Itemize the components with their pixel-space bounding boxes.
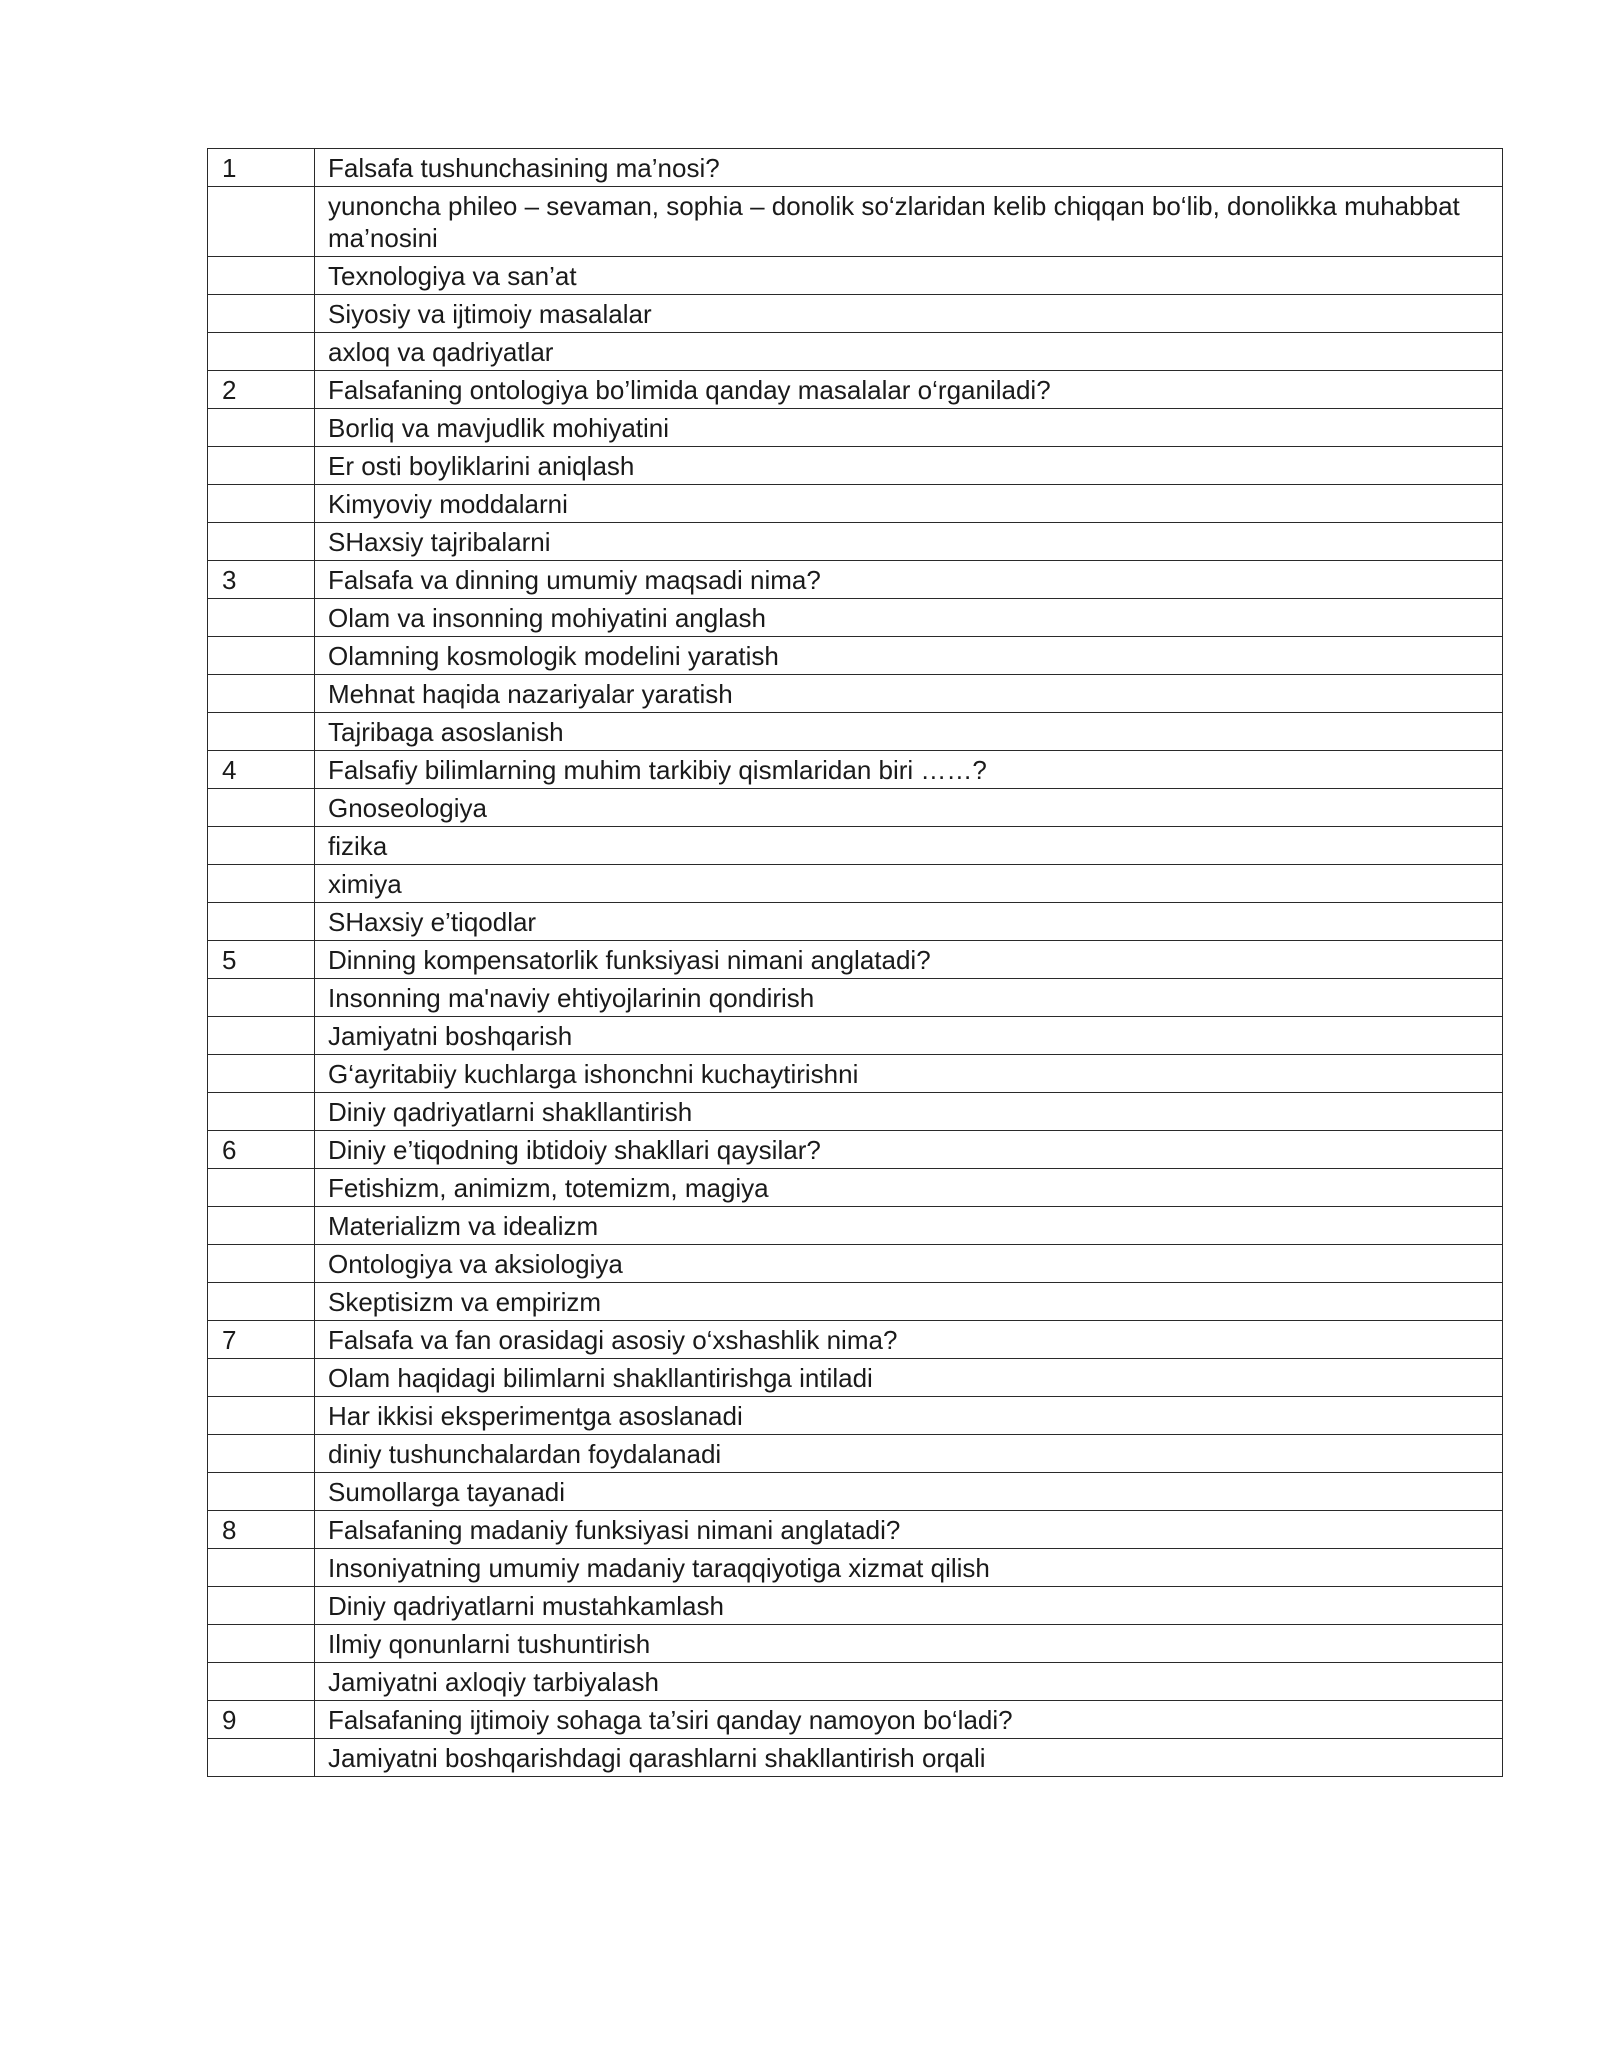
answer-option-text: Fetishizm, animizm, totemizm, magiya bbox=[315, 1169, 1503, 1207]
answer-option-row bbox=[208, 1397, 1503, 1435]
answer-option-row bbox=[208, 1245, 1503, 1283]
question-row bbox=[208, 561, 1503, 599]
answer-option-text: yunoncha phileo – sevaman, sophia – donolik so‘zlaridan kelib chiqqan bo‘lib, donolikka muhabbat ma’nosini bbox=[315, 187, 1503, 257]
empty-number-cell bbox=[208, 1283, 315, 1321]
empty-number-cell bbox=[208, 1739, 315, 1777]
answer-option-text: Borliq va mavjudlik mohiyatini bbox=[315, 409, 1503, 447]
empty-number-cell bbox=[208, 1587, 315, 1625]
answer-option-text: G‘ayritabiiy kuchlarga ishonchni kuchaytirishni bbox=[315, 1055, 1503, 1093]
question-text: Falsafiy bilimlarning muhim tarkibiy qismlaridan biri ……? bbox=[315, 751, 1503, 789]
question-text: Dinning kompensatorlik funksiyasi nimani anglatadi? bbox=[315, 941, 1503, 979]
empty-number-cell bbox=[208, 485, 315, 523]
answer-option-text: fizika bbox=[315, 827, 1503, 865]
empty-number-cell bbox=[208, 1093, 315, 1131]
answer-option-text: ximiya bbox=[315, 865, 1503, 903]
answer-option-row bbox=[208, 333, 1503, 371]
answer-option-row bbox=[208, 1055, 1503, 1093]
answer-option-text: Texnologiya va san’at bbox=[315, 257, 1503, 295]
answer-option-text: Tajribaga asoslanish bbox=[315, 713, 1503, 751]
empty-number-cell bbox=[208, 1169, 315, 1207]
answer-option-text: axloq va qadriyatlar bbox=[315, 333, 1503, 371]
empty-number-cell bbox=[208, 1663, 315, 1701]
answer-option-row bbox=[208, 599, 1503, 637]
question-text: Diniy e’tiqodning ibtidoiy shakllari qaysilar? bbox=[315, 1131, 1503, 1169]
empty-number-cell bbox=[208, 827, 315, 865]
question-text: Falsafa va dinning umumiy maqsadi nima? bbox=[315, 561, 1503, 599]
answer-option-row bbox=[208, 1663, 1503, 1701]
question-number: 3 bbox=[208, 561, 315, 599]
question-text: Falsafaning ijtimoiy sohaga ta’siri qanday namoyon bo‘ladi? bbox=[315, 1701, 1503, 1739]
question-number: 5 bbox=[208, 941, 315, 979]
answer-option-text: Ilmiy qonunlarni tushuntirish bbox=[315, 1625, 1503, 1663]
question-number: 9 bbox=[208, 1701, 315, 1739]
question-number: 6 bbox=[208, 1131, 315, 1169]
question-row bbox=[208, 1131, 1503, 1169]
answer-option-text: Har ikkisi eksperimentga asoslanadi bbox=[315, 1397, 1503, 1435]
answer-option-text: Er osti boyliklarini aniqlash bbox=[315, 447, 1503, 485]
question-number: 7 bbox=[208, 1321, 315, 1359]
question-row bbox=[208, 1321, 1503, 1359]
empty-number-cell bbox=[208, 257, 315, 295]
answer-option-text: Diniy qadriyatlarni shakllantirish bbox=[315, 1093, 1503, 1131]
empty-number-cell bbox=[208, 637, 315, 675]
question-text: Falsafaning madaniy funksiyasi nimani anglatadi? bbox=[315, 1511, 1503, 1549]
answer-option-row bbox=[208, 713, 1503, 751]
empty-number-cell bbox=[208, 1207, 315, 1245]
question-table-body bbox=[208, 149, 1503, 1777]
question-text: Falsafaning ontologiya bo’limida qanday masalalar o‘rganiladi? bbox=[315, 371, 1503, 409]
answer-option-row bbox=[208, 1093, 1503, 1131]
answer-option-text: Sumollarga tayanadi bbox=[315, 1473, 1503, 1511]
question-text: Falsafa tushunchasining ma’nosi? bbox=[315, 149, 1503, 187]
answer-option-row bbox=[208, 979, 1503, 1017]
empty-number-cell bbox=[208, 599, 315, 637]
answer-option-row bbox=[208, 295, 1503, 333]
answer-option-text: Jamiyatni axloqiy tarbiyalash bbox=[315, 1663, 1503, 1701]
answer-option-row bbox=[208, 1587, 1503, 1625]
answer-option-text: Kimyoviy moddalarni bbox=[315, 485, 1503, 523]
answer-option-row bbox=[208, 1359, 1503, 1397]
question-row bbox=[208, 371, 1503, 409]
answer-option-row bbox=[208, 447, 1503, 485]
empty-number-cell bbox=[208, 333, 315, 371]
empty-number-cell bbox=[208, 1017, 315, 1055]
answer-option-row bbox=[208, 789, 1503, 827]
answer-option-text: SHaxsiy e’tiqodlar bbox=[315, 903, 1503, 941]
answer-option-text: Olam va insonning mohiyatini anglash bbox=[315, 599, 1503, 637]
answer-option-row bbox=[208, 523, 1503, 561]
answer-option-text: Gnoseologiya bbox=[315, 789, 1503, 827]
question-row bbox=[208, 751, 1503, 789]
answer-option-row bbox=[208, 409, 1503, 447]
empty-number-cell bbox=[208, 1435, 315, 1473]
answer-option-row bbox=[208, 187, 1503, 257]
empty-number-cell bbox=[208, 447, 315, 485]
question-number: 1 bbox=[208, 149, 315, 187]
empty-number-cell bbox=[208, 1397, 315, 1435]
answer-option-row bbox=[208, 1017, 1503, 1055]
empty-number-cell bbox=[208, 789, 315, 827]
answer-option-row bbox=[208, 1435, 1503, 1473]
answer-option-text: SHaxsiy tajribalarni bbox=[315, 523, 1503, 561]
empty-number-cell bbox=[208, 1245, 315, 1283]
question-row bbox=[208, 149, 1503, 187]
empty-number-cell bbox=[208, 1359, 315, 1397]
question-number: 2 bbox=[208, 371, 315, 409]
answer-option-text: Siyosiy va ijtimoiy masalalar bbox=[315, 295, 1503, 333]
empty-number-cell bbox=[208, 187, 315, 257]
empty-number-cell bbox=[208, 865, 315, 903]
answer-option-row bbox=[208, 865, 1503, 903]
answer-option-row bbox=[208, 257, 1503, 295]
question-row bbox=[208, 1701, 1503, 1739]
empty-number-cell bbox=[208, 675, 315, 713]
answer-option-row bbox=[208, 903, 1503, 941]
answer-option-row bbox=[208, 675, 1503, 713]
question-number: 8 bbox=[208, 1511, 315, 1549]
answer-option-row bbox=[208, 1207, 1503, 1245]
answer-option-row bbox=[208, 1549, 1503, 1587]
empty-number-cell bbox=[208, 903, 315, 941]
answer-option-row bbox=[208, 485, 1503, 523]
empty-number-cell bbox=[208, 979, 315, 1017]
answer-option-text: diniy tushunchalardan foydalanadi bbox=[315, 1435, 1503, 1473]
answer-option-text: Ontologiya va aksiologiya bbox=[315, 1245, 1503, 1283]
empty-number-cell bbox=[208, 1549, 315, 1587]
answer-option-row bbox=[208, 1625, 1503, 1663]
answer-option-text: Diniy qadriyatlarni mustahkamlash bbox=[315, 1587, 1503, 1625]
empty-number-cell bbox=[208, 409, 315, 447]
empty-number-cell bbox=[208, 1055, 315, 1093]
answer-option-text: Insoniyatning umumiy madaniy taraqqiyotiga xizmat qilish bbox=[315, 1549, 1503, 1587]
answer-option-row bbox=[208, 827, 1503, 865]
answer-option-text: Insonning ma'naviy ehtiyojlarinin qondirish bbox=[315, 979, 1503, 1017]
question-table bbox=[207, 148, 1503, 1777]
empty-number-cell bbox=[208, 1625, 315, 1663]
empty-number-cell bbox=[208, 523, 315, 561]
answer-option-text: Olam haqidagi bilimlarni shakllantirishga intiladi bbox=[315, 1359, 1503, 1397]
answer-option-row bbox=[208, 1473, 1503, 1511]
question-text: Falsafa va fan orasidagi asosiy o‘xshashlik nima? bbox=[315, 1321, 1503, 1359]
answer-option-text: Materializm va idealizm bbox=[315, 1207, 1503, 1245]
answer-option-row bbox=[208, 637, 1503, 675]
answer-option-text: Jamiyatni boshqarish bbox=[315, 1017, 1503, 1055]
empty-number-cell bbox=[208, 713, 315, 751]
empty-number-cell bbox=[208, 295, 315, 333]
answer-option-text: Skeptisizm va empirizm bbox=[315, 1283, 1503, 1321]
answer-option-text: Olamning kosmologik modelini yaratish bbox=[315, 637, 1503, 675]
answer-option-row bbox=[208, 1283, 1503, 1321]
question-row bbox=[208, 941, 1503, 979]
empty-number-cell bbox=[208, 1473, 315, 1511]
answer-option-row bbox=[208, 1739, 1503, 1777]
question-number: 4 bbox=[208, 751, 315, 789]
answer-option-text: Jamiyatni boshqarishdagi qarashlarni shakllantirish orqali bbox=[315, 1739, 1503, 1777]
answer-option-row bbox=[208, 1169, 1503, 1207]
question-row bbox=[208, 1511, 1503, 1549]
answer-option-text: Mehnat haqida nazariyalar yaratish bbox=[315, 675, 1503, 713]
